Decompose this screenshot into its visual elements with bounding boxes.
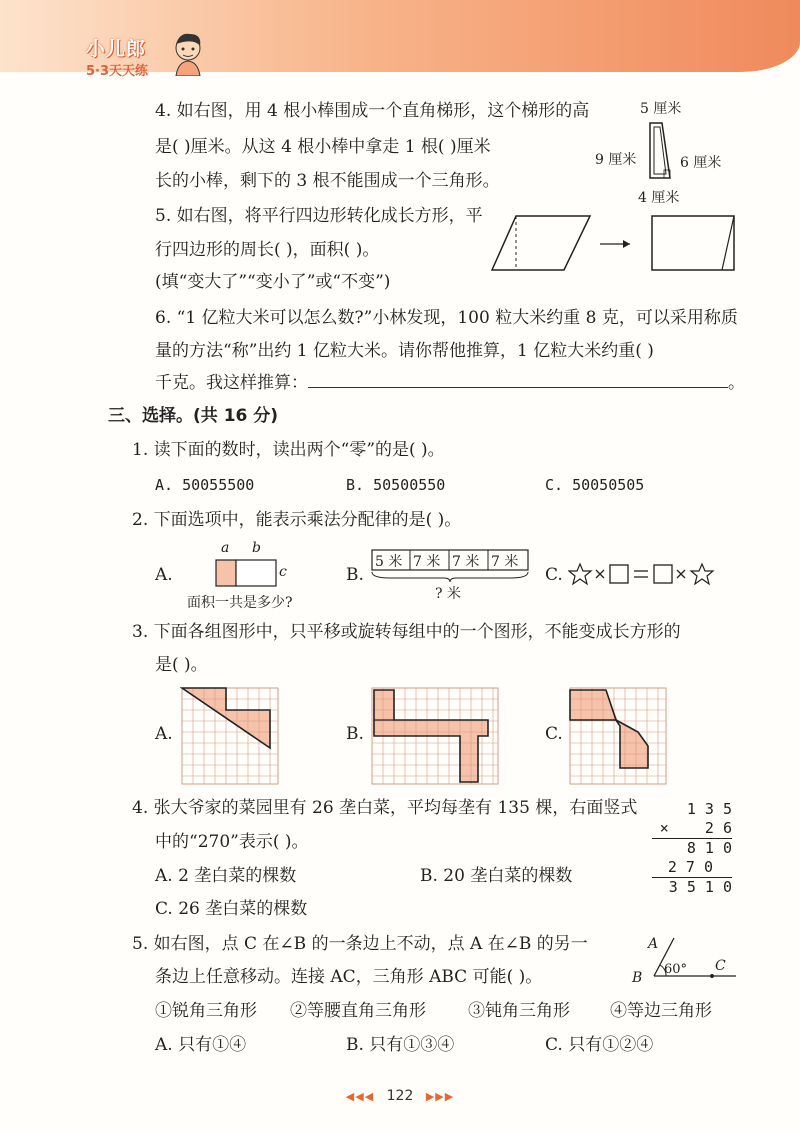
c4-option-a[interactable]: A. 2 垄白菜的棵数 xyxy=(155,866,297,886)
c1-stem: 1. 读下面的数时，读出两个“零”的是( )。 xyxy=(132,440,445,460)
q5-line1: 5. 如右图，将平行四边形转化成长方形，平 xyxy=(155,206,483,226)
c5-label-angle: 60° xyxy=(664,962,688,977)
c5-label-a: A xyxy=(648,936,659,952)
calc-row-5: 3 5 1 0 xyxy=(668,878,732,896)
q6-end: 。 xyxy=(728,373,745,393)
c5-line1: 5. 如右图，点 C 在∠B 的一条边上不动，点 A 在∠B 的另一 xyxy=(132,934,588,954)
c4-option-c[interactable]: C. 26 垄白菜的棵数 xyxy=(155,899,308,919)
c2-caption: 面积一共是多少? xyxy=(187,595,293,611)
trap-label-left: 9 厘米 xyxy=(595,152,637,168)
brand-name: 小儿郎 xyxy=(86,38,147,60)
q6-line2: 量的方法“称”出约 1 亿粒大米。请你帮他推算，1 亿粒大米约重( ) xyxy=(155,341,654,361)
c5-choice-4: ④等边三角形 xyxy=(610,1001,712,1021)
c2-total: ? 米 xyxy=(435,586,461,602)
trap-label-bottom: 4 厘米 xyxy=(638,190,680,206)
trapezoid-figure xyxy=(640,118,680,198)
c5-label-c: C xyxy=(715,958,726,974)
calc-row-3: 8 1 0 xyxy=(686,839,732,857)
calc-row-2: × 2 6 xyxy=(652,819,732,839)
trap-label-top: 5 厘米 xyxy=(640,101,682,117)
page-footer xyxy=(0,1088,800,1104)
c2-stem: 2. 下面选项中，能表示乘法分配律的是( )。 xyxy=(132,510,462,530)
c4-line2: 中的“270”表示( )。 xyxy=(155,832,309,852)
q6-line1: 6. “1 亿粒大米可以怎么数?”小林发现，100 粒大米约重 8 克，可以采用称质 xyxy=(155,308,738,328)
c3-option-b-label[interactable]: B. xyxy=(346,724,364,744)
c5-label-b: B xyxy=(632,970,643,986)
c2-label-b: b xyxy=(252,540,261,556)
c3-line2: 是( )。 xyxy=(155,655,208,675)
c2-label-a: a xyxy=(221,540,230,556)
prev-arrows-icon: ◀◀◀ xyxy=(345,1090,375,1103)
mascot-icon xyxy=(168,30,208,76)
c5-option-c[interactable]: C. 只有①②④ xyxy=(545,1035,654,1055)
c2-option-b-label[interactable]: B. xyxy=(346,565,364,585)
c1-option-c[interactable]: C. 50050505 xyxy=(545,476,645,494)
c3-option-a-label[interactable]: A. xyxy=(155,724,173,744)
c4-vertical-calc xyxy=(652,800,732,897)
next-arrows-icon: ▶▶▶ xyxy=(425,1090,455,1103)
c2-option-a-label[interactable]: A. xyxy=(155,565,173,585)
q6-line3 xyxy=(155,373,745,393)
c3-option-c-label[interactable]: C. xyxy=(545,724,563,744)
c2-option-c-label[interactable]: C. xyxy=(545,565,563,585)
c5-option-a[interactable]: A. 只有①④ xyxy=(155,1035,247,1055)
c3-grid-a xyxy=(180,686,280,786)
brand-subtitle: 5·3天天练 xyxy=(86,64,149,79)
c5-option-b[interactable]: B. 只有①③④ xyxy=(346,1035,455,1055)
parallelogram-transform-figure xyxy=(490,212,745,276)
q6-answer-blank[interactable] xyxy=(308,373,728,388)
q6-line3-text: 千克。我这样推算： xyxy=(155,373,308,393)
calc-row-4: 2 7 0 xyxy=(652,858,732,878)
c1-option-b[interactable]: B. 50500550 xyxy=(346,476,446,494)
trap-label-right: 6 厘米 xyxy=(680,155,722,171)
section3-title: 三、选择。(共 16 分) xyxy=(108,406,279,426)
c3-grid-c xyxy=(568,686,668,786)
q5-line3: (填“变大了”“变小了”或“不变”) xyxy=(155,272,391,292)
q5-line2: 行四边形的周长( )，面积( )。 xyxy=(155,240,380,260)
c2-seg-2: 7 米 xyxy=(413,554,441,570)
q4-line3: 长的小棒，剩下的 3 根不能围成一个三角形。 xyxy=(155,171,500,191)
c4-option-b[interactable]: B. 20 垄白菜的棵数 xyxy=(420,866,573,886)
brand-logo xyxy=(86,34,148,79)
c2-option-c-formula xyxy=(568,562,728,588)
c1-option-a[interactable]: A. 50055500 xyxy=(155,476,255,494)
c5-choice-3: ③钝角三角形 xyxy=(468,1001,570,1021)
page-number: 122 xyxy=(386,1088,414,1104)
c3-grid-b xyxy=(370,686,500,786)
c2-seg-4: 7 米 xyxy=(491,554,519,570)
c2-label-c: c xyxy=(279,564,287,580)
c4-line1: 4. 张大爷家的菜园里有 26 垄白菜，平均每垄有 135 棵，右面竖式 xyxy=(132,798,638,818)
c2-seg-1: 5 米 xyxy=(375,554,403,570)
c5-choice-1: ①锐角三角形 xyxy=(155,1001,257,1021)
c3-line1: 3. 下面各组图形中，只平移或旋转每组中的一个图形，不能变成长方形的 xyxy=(132,622,681,642)
c2-seg-3: 7 米 xyxy=(452,554,480,570)
c5-line2: 条边上任意移动。连接 AC，三角形 ABC 可能( )。 xyxy=(155,967,543,987)
calc-row-1: 1 3 5 xyxy=(686,800,732,818)
c2-rect-figure xyxy=(210,558,280,588)
q4-line1: 4. 如右图，用 4 根小棒围成一个直角梯形，这个梯形的高 xyxy=(155,101,590,121)
q4-line2: 是( )厘米。从这 4 根小棒中拿走 1 根( )厘米 xyxy=(155,137,491,157)
c5-choice-2: ②等腰直角三角形 xyxy=(290,1001,426,1021)
